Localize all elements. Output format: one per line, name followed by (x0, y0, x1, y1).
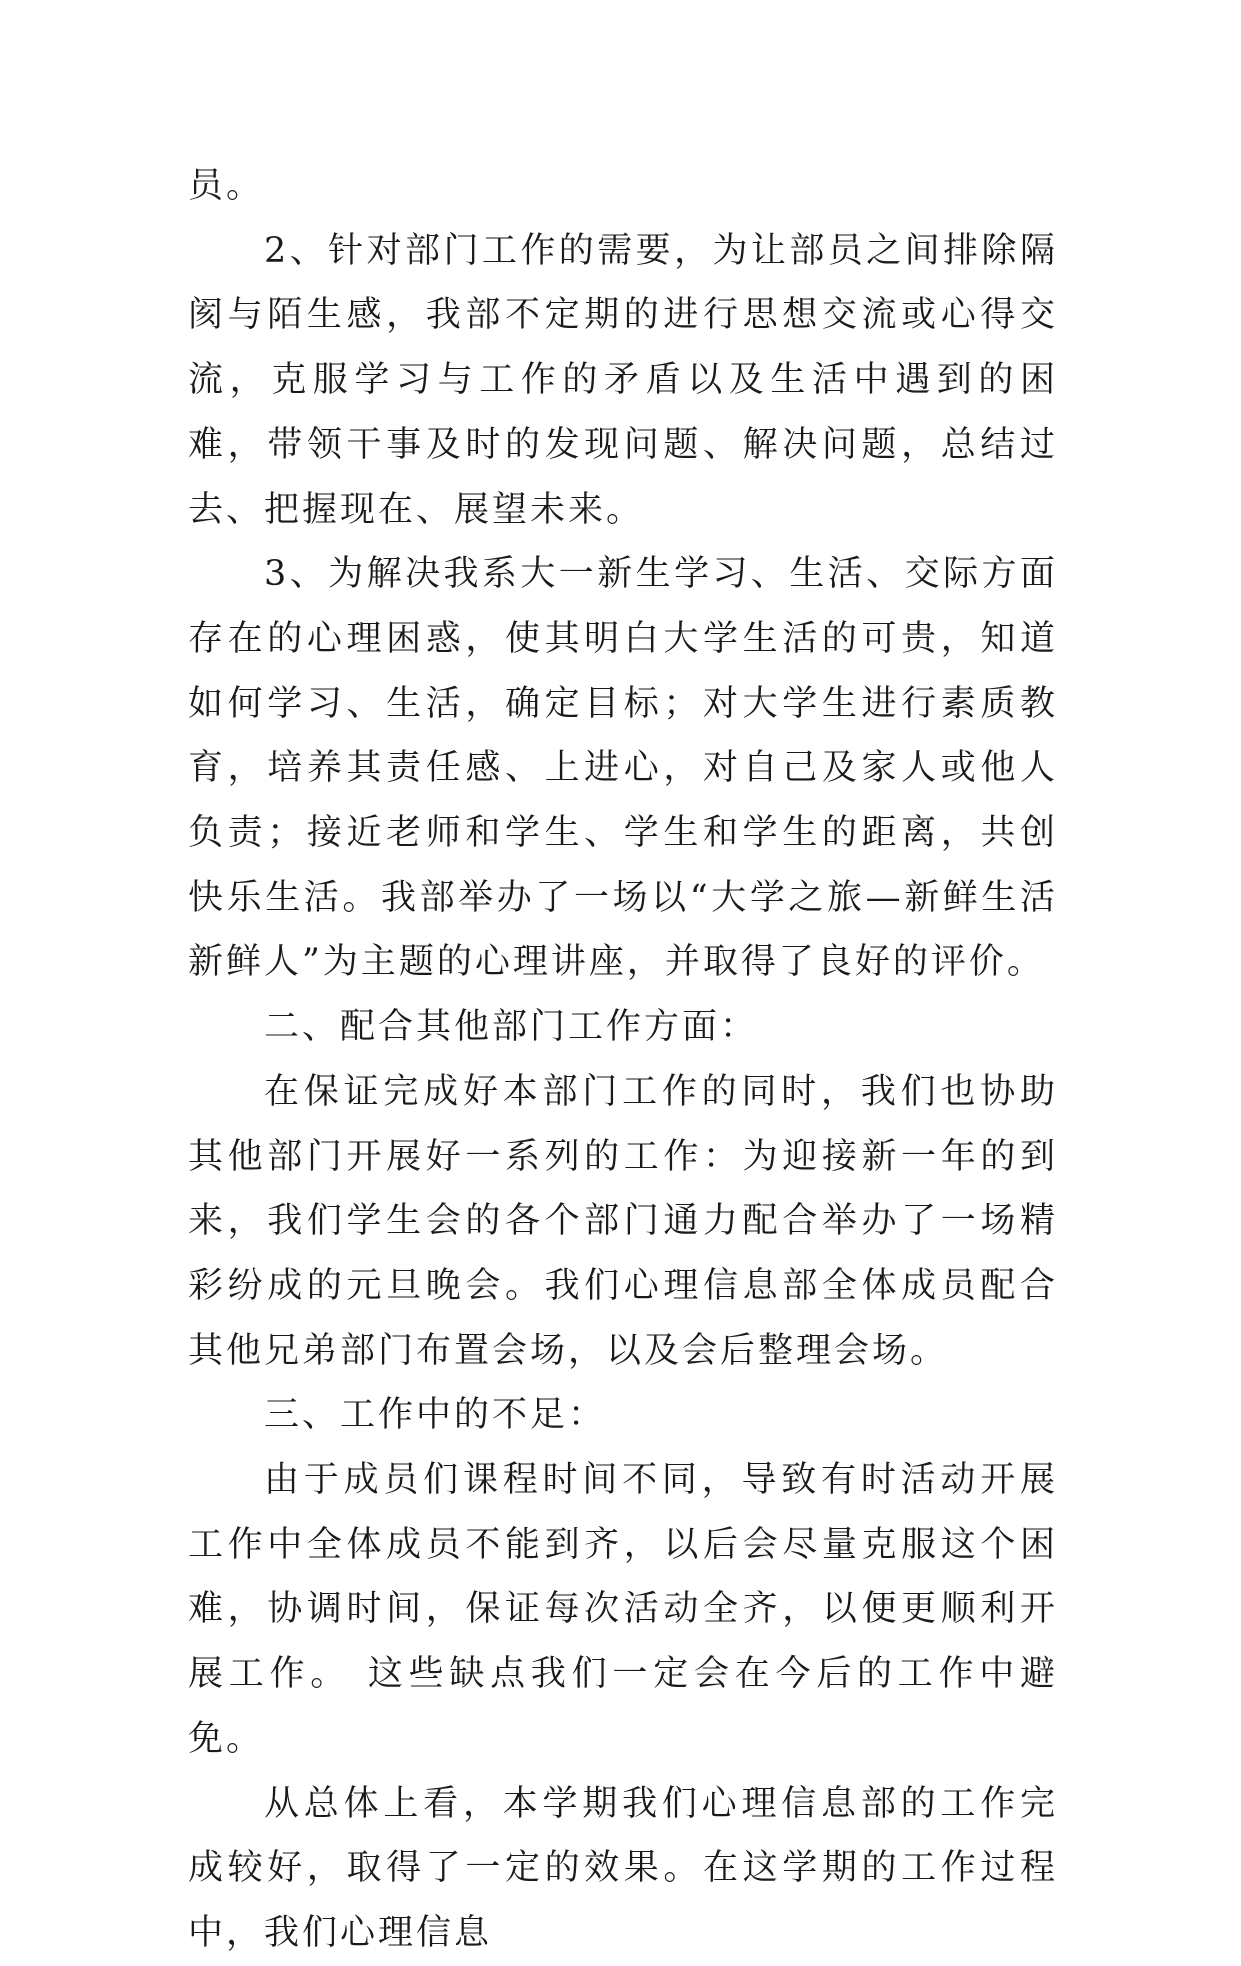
paragraph-shortcomings: 由于成员们课程时间不同，导致有时活动开展工作中全体成员不能到齐，以后会尽量克服这个困难，协调时间，保证每次活动全齐，以便更顺利开展工作。 这些缺点我们一定会在今后的工作中避免。 (188, 1460, 1058, 1759)
section-heading-cooperation: 二、配合其他部门工作方面： (264, 1007, 759, 1048)
paragraph-summary: 从总体上看，本学期我们心理信息部的工作完成较好，取得了一定的效果。在这学期的工作过程中，我们心理信息 (188, 1783, 1058, 1953)
paragraph-continuation: 员。 (188, 166, 265, 206)
paragraph-item-2: 2、针对部门工作的需要，为让部员之间排除隔阂与陌生感，我部不定期的进行思想交流或心得交流，克服学习与工作的矛盾以及生活中遇到的困难，带领干事及时的发现问题、解决问题，总结过去、把握现在、展望未来。 (188, 230, 1058, 530)
paragraph-cooperation: 在保证完成好本部门工作的同时，我们也协助其他部门开展好一系列的工作：为迎接新一年的到来，我们学生会的各个部门通力配合举办了一场精彩纷成的元旦晚会。我们心理信息部全体成员配合其他兄弟部门布置会场，以及会后整理会场。 (188, 1071, 1058, 1371)
document-body (188, 154, 1058, 1966)
section-heading-shortcomings: 三、工作中的不足： (264, 1395, 607, 1436)
paragraph-item-3: 3、为解决我系大一新生学习、生活、交际方面存在的心理困惑，使其明白大学生活的可贵，知道如何学习、生活，确定目标；对大学生进行素质教育，培养其责任感、上进心，对自己及家人或他人负责；接近老师和学生、学生和学生的距离，共创快乐生活。我部举办了一场以“大学之旅—新鲜生活 新鲜人”为主题的心理讲座，并取得了良好的评价。 (188, 554, 1058, 983)
